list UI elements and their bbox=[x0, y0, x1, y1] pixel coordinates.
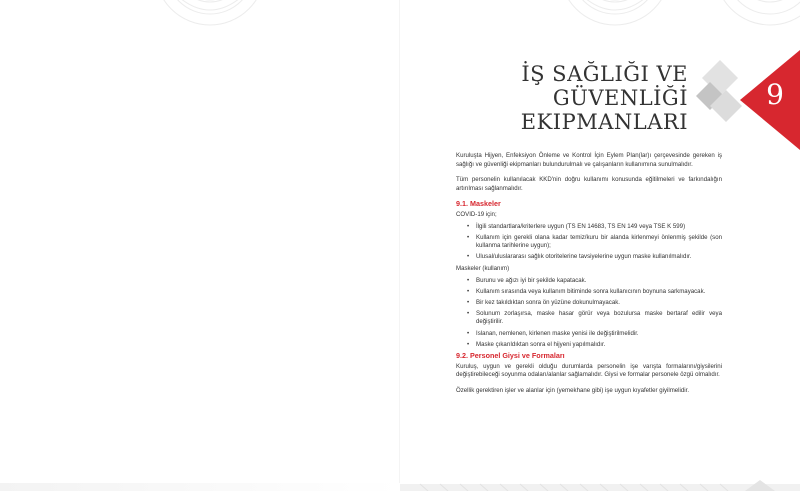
footer-band bbox=[0, 483, 400, 491]
list-item: • Maske çıkarıldıktan sonra el hijyeni yapılmalıdır. bbox=[476, 341, 722, 350]
list-label: Maskeler (kullanım) bbox=[456, 264, 510, 272]
list-item: • Burunu ve ağızı iyi bir şekilde kapatacak. bbox=[476, 277, 722, 286]
list-item: • Ulusal/uluslararası sağlık otoritelerine tavsiyelerine uygun maske kullanılmalıdır. bbox=[476, 253, 722, 262]
list-item: • Kullanım sırasında veya kullanım bitiminde sonra kullanıcının boynuna sarkmayacak. bbox=[476, 288, 722, 297]
list-item: • Solunum zorlaşırsa, maske hasar görür veya bozulursa maske bertaraf edilir veya değiştirilir. bbox=[476, 310, 722, 327]
page-content bbox=[456, 152, 722, 403]
bullet-list bbox=[456, 277, 722, 350]
list-item: • Bir kez takıldıktan sonra ön yüzüne dokunulmayacak. bbox=[476, 299, 722, 308]
bullet-list bbox=[456, 223, 722, 262]
chapter-title-line: GÜVENLİĞİ bbox=[552, 86, 688, 110]
section-heading: 9.2. Personel Giysi ve Formaları bbox=[456, 351, 565, 361]
decorative-ornament-icon bbox=[700, 0, 800, 30]
decorative-ornament-icon bbox=[140, 0, 280, 30]
decorative-ornament-icon bbox=[545, 0, 685, 30]
chapter-number: 9 bbox=[766, 78, 784, 111]
list-item: • Islanan, nemlenen, kirlenen maske yenisi ile değiştirilmelidir. bbox=[476, 330, 722, 339]
intro-paragraph: Kuruluşta Hijyen, Enfeksiyon Önleme ve Kontrol İçin Eylem Plan(lar)ı çerçevesinde gereken iş sağlığı ve güvenliği ekipmanları bulundurulmalı ve çalışanların kullanımına sunulmalıdır. bbox=[456, 152, 722, 168]
chapter-title-line: EKIPMANLARI bbox=[520, 110, 688, 134]
chapter-title-line: İŞ SAĞLIĞI VE bbox=[521, 62, 688, 86]
chapter-title bbox=[520, 62, 688, 134]
body-paragraph: Kuruluş, uygun ve gerekli olduğu durumlarda personelin işe varışta formalarını/giysilerini değiştirebileceği soyunma odaları/alanlar sağlamalıdır. Giysi ve formalar personele özgü olmalıdır. bbox=[456, 362, 722, 379]
list-item: • İlgili standartlara/kriterlere uygun (TS EN 14683, TS EN 149 veya TSE K 599) bbox=[476, 223, 722, 232]
list-label: COVID-19 için; bbox=[456, 210, 497, 218]
footer-pattern-icon bbox=[400, 478, 800, 491]
page-gutter bbox=[399, 0, 400, 491]
list-item: • Kullanım için gerekli olana kadar temiz/kuru bir alanda kirlenmeyi önlenmiş şekilde (son kullanma tarihlerine uygun); bbox=[476, 234, 722, 251]
section-heading: 9.1. Maskeler bbox=[456, 199, 501, 209]
body-paragraph: Özellik gerektiren işler ve alanlar için (yemekhane gibi) işe uygun kıyafetler giyilmelidir. bbox=[456, 386, 690, 394]
intro-paragraph: Tüm personelin kullanılacak KKD'nin doğru kullanımı konusunda eğitilmeleri ve farkındalığın artırılması sağlanmalıdır. bbox=[456, 176, 722, 192]
